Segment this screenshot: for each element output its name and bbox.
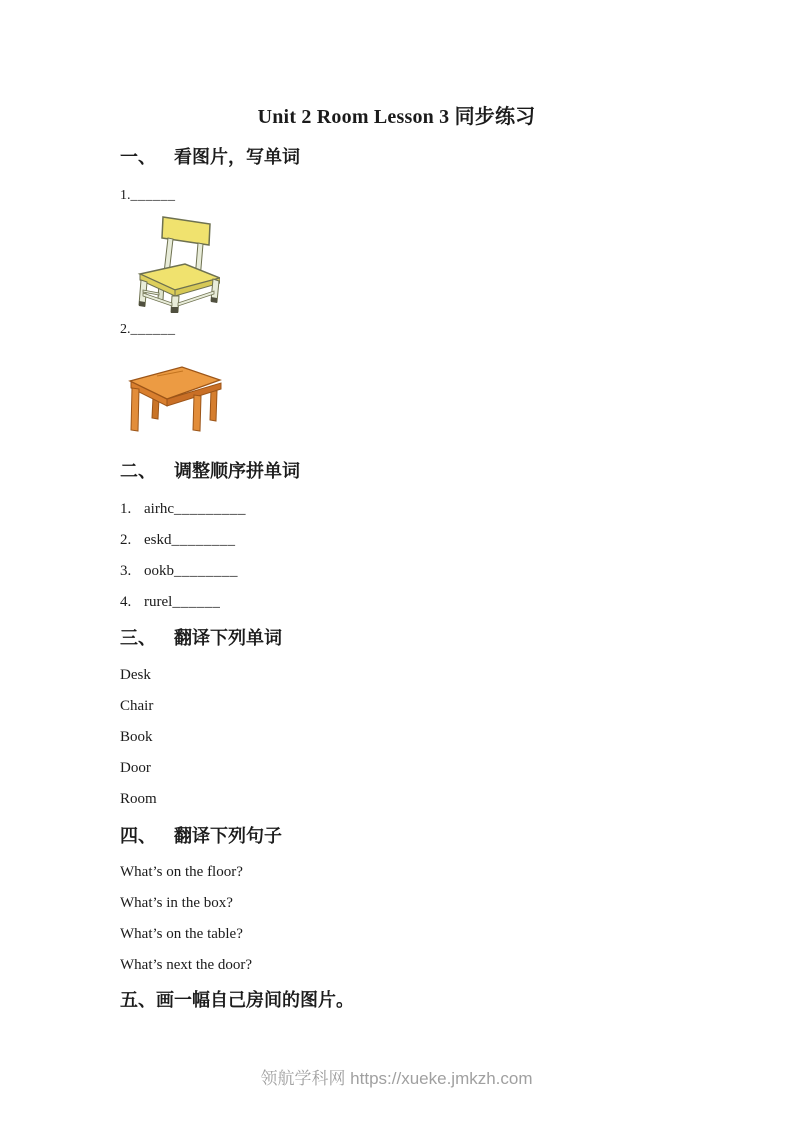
section-title: 看图片，写单词: [174, 147, 300, 167]
footer-watermark: 领航学科网 https://xueke.jmkzh.com: [260, 1069, 533, 1088]
item-number: 3.: [120, 563, 132, 579]
chair-image: [134, 212, 220, 313]
item-number: 4.: [120, 594, 132, 610]
scrambled-word: eskd: [144, 532, 172, 548]
answer-blank: _________: [173, 501, 246, 517]
word-scramble-item: [120, 593, 673, 612]
answer-blank: ________: [174, 563, 238, 579]
translation-sentence: What’s in the box?: [120, 895, 233, 911]
translation-sentence: What’s on the table?: [120, 926, 243, 942]
section-four-heading: [120, 825, 673, 847]
scrambled-word: ookb: [144, 563, 174, 579]
answer-blank: ________: [171, 532, 236, 548]
scrambled-word: airhc: [144, 501, 174, 517]
section-two-heading: [120, 460, 673, 482]
scrambled-word: rurel: [144, 594, 173, 610]
section-three-heading: [120, 627, 673, 649]
section-title: 调整顺序拼单词: [174, 461, 300, 481]
section-number: 一、: [120, 147, 156, 167]
word-scramble-item: [120, 562, 673, 581]
word-scramble-item: [120, 500, 673, 519]
item-number: 1.: [120, 188, 131, 203]
answer-blank: ______: [130, 322, 176, 337]
answer-blank: ______: [130, 188, 176, 203]
translation-word: Room: [120, 791, 157, 807]
section-number: 三、: [120, 628, 156, 648]
translation-sentence: What’s next the door?: [120, 957, 253, 973]
picture-item-1: [120, 186, 673, 205]
translation-word: Door: [120, 760, 151, 776]
item-number: 1.: [120, 501, 132, 517]
section-number: 二、: [120, 461, 156, 481]
answer-blank: ______: [172, 594, 221, 610]
document-content: [120, 0, 673, 1090]
table-illustration: [127, 363, 223, 433]
table-image: [127, 363, 223, 433]
item-number: 2.: [120, 532, 132, 548]
picture-item-2: [120, 320, 673, 339]
page-title: Unit 2 Room Lesson 3 同步练习: [257, 106, 536, 128]
section-five-heading: 五、画一幅自己房间的图片。: [120, 990, 354, 1010]
translation-word: Book: [120, 729, 153, 745]
word-scramble-item: [120, 531, 673, 550]
item-number: 2.: [120, 322, 131, 337]
translation-sentence: What’s on the floor?: [120, 864, 243, 880]
chair-illustration: [134, 212, 220, 313]
section-title: 翻译下列句子: [174, 826, 282, 846]
translation-word: Chair: [120, 698, 154, 714]
section-title: 翻译下列单词: [174, 628, 282, 648]
section-one-heading: [120, 146, 673, 168]
section-number: 四、: [120, 826, 156, 846]
translation-word: Desk: [120, 667, 151, 683]
